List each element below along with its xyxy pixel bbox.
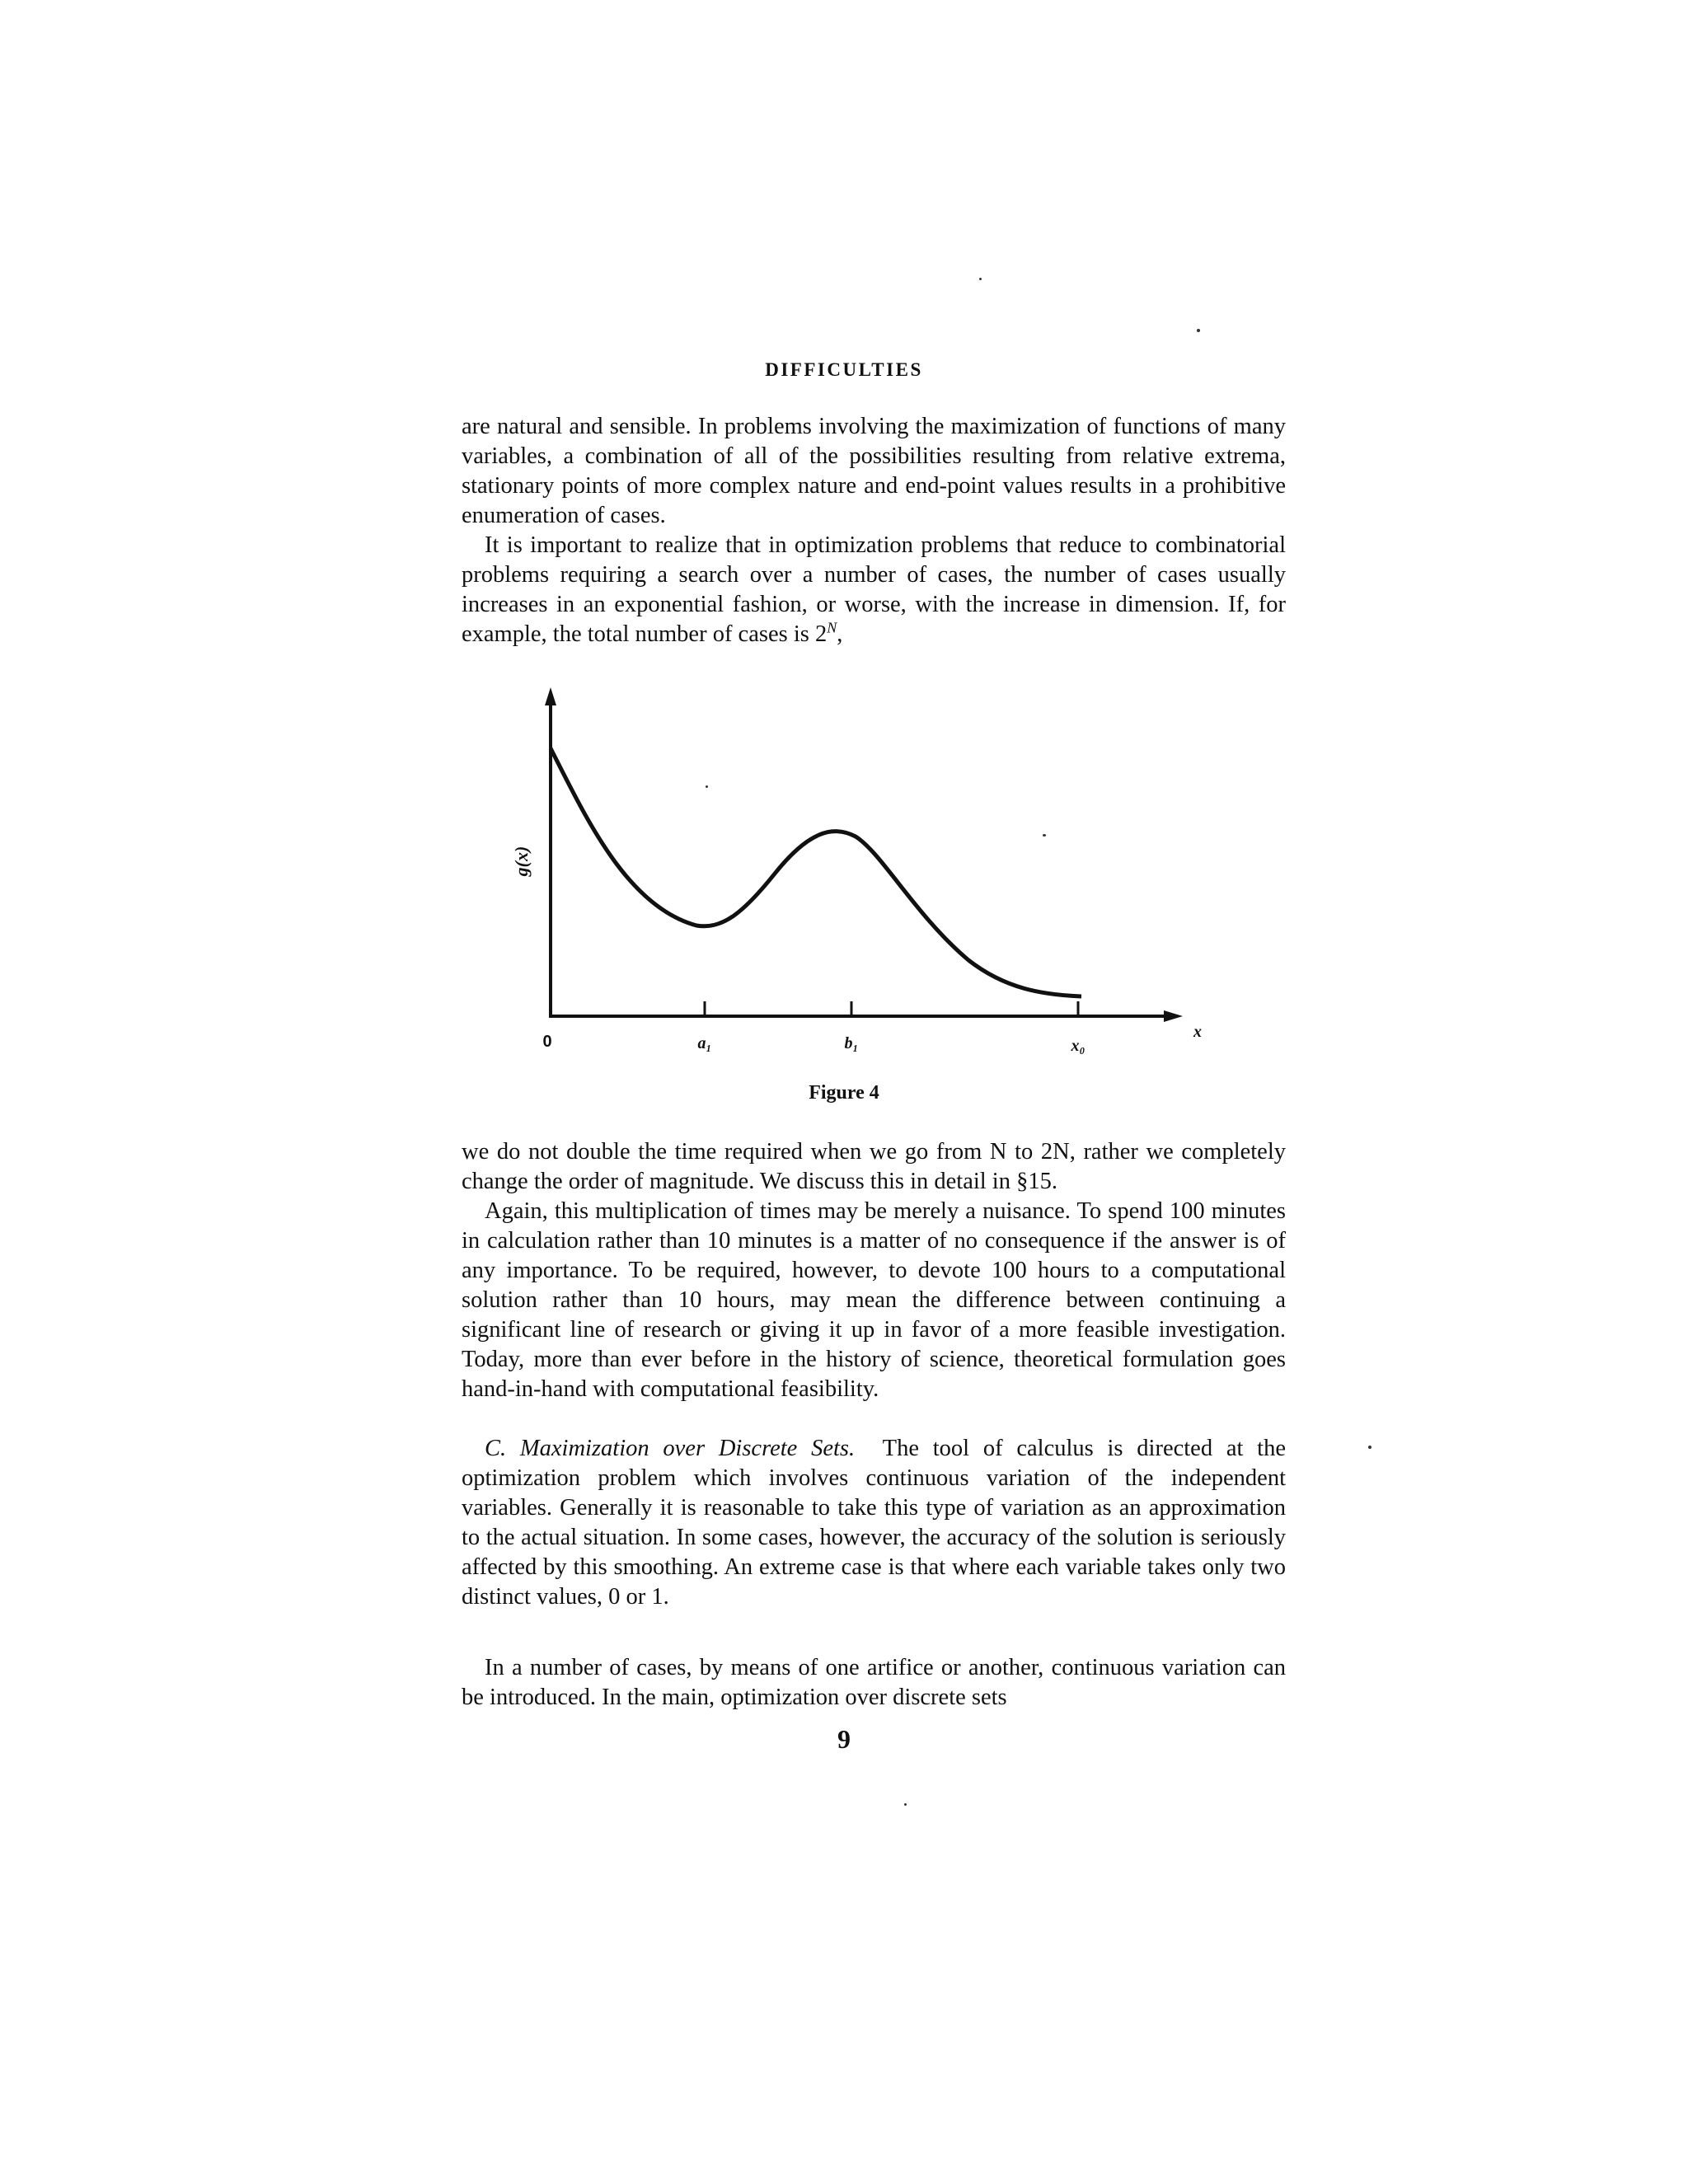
paragraph-discrete-sets <box>462 1434 1286 1612</box>
tick-label-a1: a₁ <box>697 1034 712 1052</box>
function-plot <box>495 676 1236 1088</box>
x-axis-label: x <box>1193 1023 1202 1041</box>
paragraph-continuous-variation: In a number of cases, by means of one artifice or another, continuous variation can be introduced. In the main, optimization over discrete sets <box>462 1655 1286 1710</box>
figure-caption: Figure 4 <box>809 1082 879 1104</box>
y-axis-arrowhead <box>545 687 556 705</box>
scan-speck <box>904 1803 907 1806</box>
scan-speck <box>1197 329 1200 332</box>
curve-g-of-x <box>551 748 1081 996</box>
origin-label: 0 <box>542 1033 552 1051</box>
tick-label-b1: b₁ <box>844 1034 859 1052</box>
paragraph-nuisance: Again, this multiplication of times may be merely a nuisance. To spend 100 minutes in calculation rather than 10 minutes is a matter of no consequence if the answer is of any importance. To be required, however, to devote 100 hours to a computational solution rather than 10 hours, may mean the difference between continuing a significant line of research or giving it up in favor of a more feasible investigation. Today, more than ever before in the history of science, theoretical formulation goes hand-in-hand with computational feasibility. <box>462 1198 1286 1402</box>
exponent-trail: , <box>837 621 843 647</box>
scan-speck <box>979 278 982 280</box>
paragraph-exponential-text: It is important to realize that in optimization problems that reduce to combinatorial problems requiring a search over a number of cases, the number of cases usually increases in an exponential fashion, or worse, with the increase in dimension. If, for example, the total number of cases is 2 <box>462 532 1286 647</box>
exponent-n: N <box>827 619 837 636</box>
paragraph-continued: are natural and sensible. In problems involving the maximization of functions of many variables, a combination of all of the possibilities resulting from relative extrema, stationary points of more complex nature and end-point values results in a prohibitive enumeration of cases. <box>462 414 1286 528</box>
section-text: The tool of calculus is directed at the optimization problem which involves continuous variation of the independent variables. Generally it is reasonable to take this type of variation as an approximation to the actual situation. In some cases, however, the accuracy of the solution is seriously affected by this smoothing. An extreme case is that where each variable takes only two distinct values, 0 or 1. <box>462 1436 1286 1610</box>
scan-speck <box>1368 1446 1372 1449</box>
scan-speck <box>1043 834 1046 837</box>
section-heading: C. Maximization over Discrete Sets. <box>485 1436 856 1461</box>
figure-4 <box>495 676 1236 1088</box>
x-axis-arrowhead <box>1164 1010 1183 1022</box>
y-axis-label: g(x) <box>511 846 532 877</box>
paragraph-exponential <box>462 531 1286 649</box>
paragraph-order-of-magnitude: we do not double the time required when we go from N to 2N, rather we completely change the order of magnitude. We discuss this in detail in §15. <box>462 1139 1286 1194</box>
page-number: 9 <box>837 1724 851 1754</box>
scan-speck <box>706 785 708 788</box>
running-head: DIFFICULTIES <box>765 359 923 380</box>
tick-label-x0: x₀ <box>1071 1037 1085 1055</box>
